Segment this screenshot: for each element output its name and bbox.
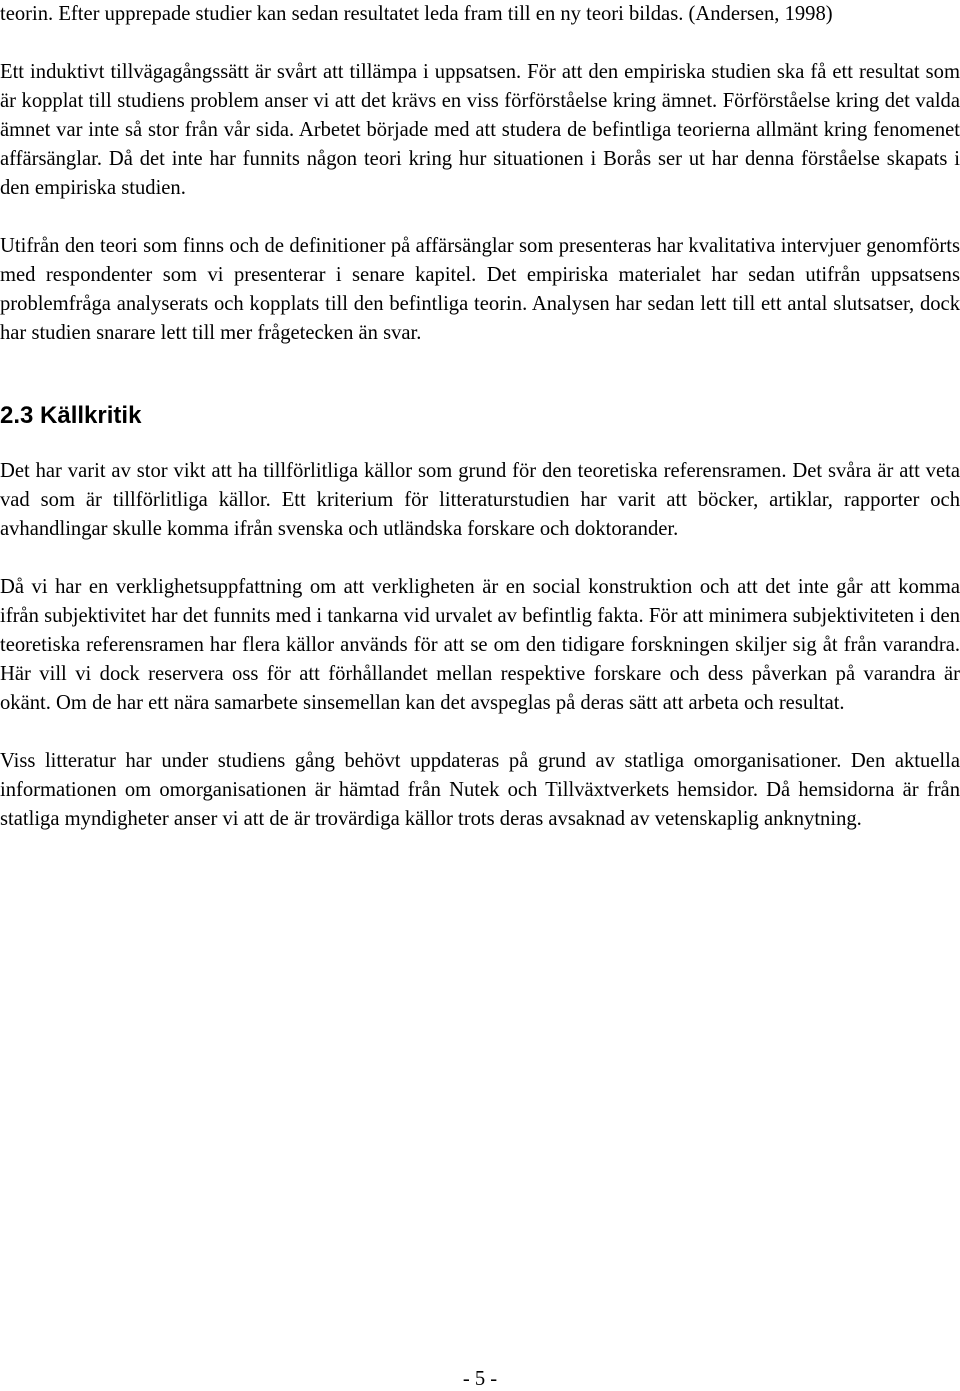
paragraph-litteratur: Viss litteratur har under studiens gång behövt uppdateras på grund av statliga omorganisationer. Den aktuella informationen om omorganisationen är hämtad från Nutek och Tillväxtverkets hemsidor. Då hemsidorna är från statliga myndigheter anser vi att de är trovärdiga källor trots deras avsaknad av vetenskaplig anknytning. (0, 750, 960, 830)
paragraph-teorin: teorin. Efter upprepade studier kan sedan resultatet leda fram till en ny teori bildas. (Andersen, 1998) (0, 3, 833, 25)
paragraph-kallor: Det har varit av stor vikt att ha tillförlitliga källor som grund för den teoretiska referensramen. Det svåra är att veta vad som är tillförlitliga källor. Ett kriterium för litteraturstudien har varit att böcker, artiklar, rapporter och avhandlingar skulle komma ifrån svenska och utländska forskare och doktorander. (0, 460, 960, 540)
page-number: - 5 - (462, 1368, 498, 1390)
paragraph-verklighetsuppfattning: Då vi har en verklighetsuppfattning om att verkligheten är en social konstruktion och att det inte går att komma ifrån subjektivitet har det funnits med i tankarna vid urvalet av befintlig fakta. För att minimera subjektiviteten i den teoretiska referensramen har flera källor används för att se om den tidigare forskningen skiljer sig åt från varandra. Här vill vi dock reservera oss för att förhållandet mellan respektive forskare och dess påverkan på varandra är okänt. Om de har ett nära samarbete sinsemellan kan det avspeglas på deras sätt att arbeta och resultat. (0, 576, 960, 714)
section-heading: 2.3 Källkritik (0, 402, 142, 429)
paragraph-induktivt: Ett induktivt tillvägagångssätt är svårt att tillämpa i uppsatsen. För att den empiriska studien ska få ett resultat som är kopplat till studiens problem anser vi att det krävs en viss förförståelse kring ämnet. Förförståelse kring det valda ämnet var inte så stor från vår sida. Arbetet började med att studera de befintliga teorierna allmänt kring fenomenet affärsänglar. Då det inte har funnits någon teori kring hur situationen i Borås ser ut har denna förståelse skapats i den empiriska studien. (0, 61, 960, 199)
paragraph-utifran: Utifrån den teori som finns och de definitioner på affärsänglar som presenteras har kvalitativa intervjuer genomförts med respondenter som vi presenterar i senare kapitel. Det empiriska materialet har sedan utifrån uppsatsens problemfråga analyserats och kopplats till den befintliga teorin. Analysen har sedan lett till ett antal slutsatser, dock har studien snarare lett till mer frågetecken än svar. (0, 235, 960, 344)
